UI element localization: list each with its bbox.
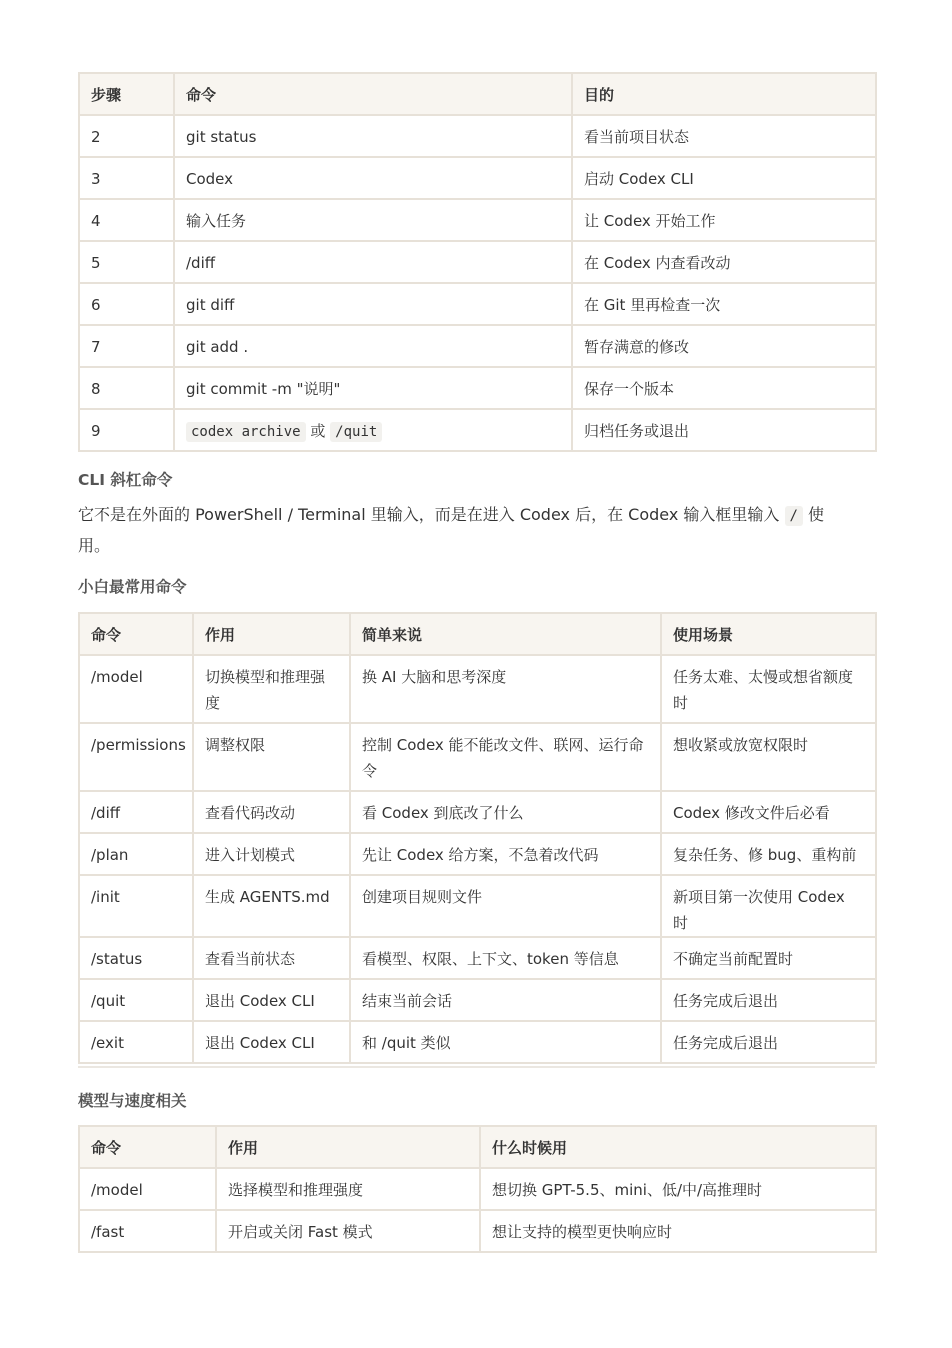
step-cell: 2 (79, 115, 174, 157)
table-row (79, 409, 876, 451)
scenario-cell: 想收紧或放宽权限时 (661, 723, 876, 791)
command-cell: git status (174, 115, 572, 157)
section-divider (78, 1066, 875, 1068)
scenario-cell: 任务完成后退出 (661, 979, 876, 1021)
table-row (79, 791, 876, 833)
function-cell: 查看代码改动 (193, 791, 350, 833)
column-header: 使用场景 (661, 613, 876, 655)
step-cell: 3 (79, 157, 174, 199)
table-row (79, 833, 876, 875)
table-row (79, 875, 876, 937)
paragraph-text: 使用。 (78, 505, 825, 555)
purpose-cell: 归档任务或退出 (572, 409, 876, 451)
column-header: 作用 (193, 613, 350, 655)
summary-cell: 结束当前会话 (350, 979, 661, 1021)
summary-cell: 控制 Codex 能不能改文件、联网、运行命令 (350, 723, 661, 791)
function-cell: 退出 Codex CLI (193, 1021, 350, 1063)
command-cell: git diff (174, 283, 572, 325)
column-header: 命令 (174, 73, 572, 115)
purpose-cell: 暂存满意的修改 (572, 325, 876, 367)
command-cell: /model (79, 1168, 216, 1210)
summary-cell: 看模型、权限、上下文、token 等信息 (350, 937, 661, 979)
table-header-row (79, 1126, 876, 1168)
command-cell: /init (79, 875, 193, 937)
command-cell (174, 409, 572, 451)
function-cell: 调整权限 (193, 723, 350, 791)
purpose-cell: 保存一个版本 (572, 367, 876, 409)
table-row (79, 937, 876, 979)
command-cell: 输入任务 (174, 199, 572, 241)
command-cell: /fast (79, 1210, 216, 1252)
column-header: 作用 (216, 1126, 480, 1168)
step-cell: 7 (79, 325, 174, 367)
scenario-cell: 任务完成后退出 (661, 1021, 876, 1063)
table-row (79, 1021, 876, 1063)
function-cell: 选择模型和推理强度 (216, 1168, 480, 1210)
inline-code: / (785, 506, 803, 526)
column-header: 命令 (79, 1126, 216, 1168)
table-row (79, 199, 876, 241)
table-row (79, 1210, 876, 1252)
model-commands-table (78, 1125, 877, 1253)
command-cell: /status (79, 937, 193, 979)
command-cell: Codex (174, 157, 572, 199)
step-cell: 6 (79, 283, 174, 325)
table-row (79, 655, 876, 723)
function-cell: 进入计划模式 (193, 833, 350, 875)
scenario-cell: 新项目第一次使用 Codex 时 (661, 875, 876, 937)
section-heading-model: 模型与速度相关 (78, 1092, 187, 1110)
table-header-row (79, 613, 876, 655)
workflow-steps-table (78, 72, 877, 452)
function-cell: 切换模型和推理强度 (193, 655, 350, 723)
command-cell: git commit -m "说明" (174, 367, 572, 409)
summary-cell: 先让 Codex 给方案，不急着改代码 (350, 833, 661, 875)
column-header: 步骤 (79, 73, 174, 115)
step-cell: 5 (79, 241, 174, 283)
section-heading-cli: CLI 斜杠命令 (78, 471, 173, 489)
step-cell: 4 (79, 199, 174, 241)
scenario-cell: Codex 修改文件后必看 (661, 791, 876, 833)
column-header: 简单来说 (350, 613, 661, 655)
purpose-cell: 启动 Codex CLI (572, 157, 876, 199)
cli-paragraph (78, 500, 848, 560)
purpose-cell: 在 Codex 内查看改动 (572, 241, 876, 283)
scenario-cell: 任务太难、太慢或想省额度时 (661, 655, 876, 723)
column-header: 命令 (79, 613, 193, 655)
table-row (79, 157, 876, 199)
command-cell: /plan (79, 833, 193, 875)
function-cell: 退出 Codex CLI (193, 979, 350, 1021)
table-row (79, 1168, 876, 1210)
command-cell: git add . (174, 325, 572, 367)
paragraph-text: 它不是在外面的 PowerShell / Terminal 里输入，而是在进入 Codex 后，在 Codex 输入框里输入 (78, 505, 785, 524)
table-row (79, 241, 876, 283)
command-cell: /model (79, 655, 193, 723)
table-row (79, 723, 876, 791)
function-cell: 生成 AGENTS.md (193, 875, 350, 937)
table-row (79, 283, 876, 325)
step-cell: 8 (79, 367, 174, 409)
common-commands-table (78, 612, 877, 1064)
inline-code: codex archive (186, 422, 306, 442)
command-cell: /quit (79, 979, 193, 1021)
command-cell: /diff (79, 791, 193, 833)
table-row (79, 115, 876, 157)
summary-cell: 换 AI 大脑和思考深度 (350, 655, 661, 723)
function-cell: 查看当前状态 (193, 937, 350, 979)
section-heading-common: 小白最常用命令 (78, 578, 187, 596)
inline-code: /quit (330, 422, 382, 442)
command-cell: /permissions (79, 723, 193, 791)
summary-cell: 看 Codex 到底改了什么 (350, 791, 661, 833)
scenario-cell: 复杂任务、修 bug、重构前 (661, 833, 876, 875)
when-cell: 想让支持的模型更快响应时 (480, 1210, 876, 1252)
scenario-cell: 不确定当前配置时 (661, 937, 876, 979)
purpose-cell: 让 Codex 开始工作 (572, 199, 876, 241)
table-row (79, 979, 876, 1021)
purpose-cell: 在 Git 里再检查一次 (572, 283, 876, 325)
column-header: 什么时候用 (480, 1126, 876, 1168)
or-text: 或 (310, 422, 326, 440)
purpose-cell: 看当前项目状态 (572, 115, 876, 157)
summary-cell: 创建项目规则文件 (350, 875, 661, 937)
step-cell: 9 (79, 409, 174, 451)
summary-cell: 和 /quit 类似 (350, 1021, 661, 1063)
command-cell: /diff (174, 241, 572, 283)
function-cell: 开启或关闭 Fast 模式 (216, 1210, 480, 1252)
column-header: 目的 (572, 73, 876, 115)
command-cell: /exit (79, 1021, 193, 1063)
when-cell: 想切换 GPT-5.5、mini、低/中/高推理时 (480, 1168, 876, 1210)
table-row (79, 325, 876, 367)
table-header-row (79, 73, 876, 115)
table-row (79, 367, 876, 409)
